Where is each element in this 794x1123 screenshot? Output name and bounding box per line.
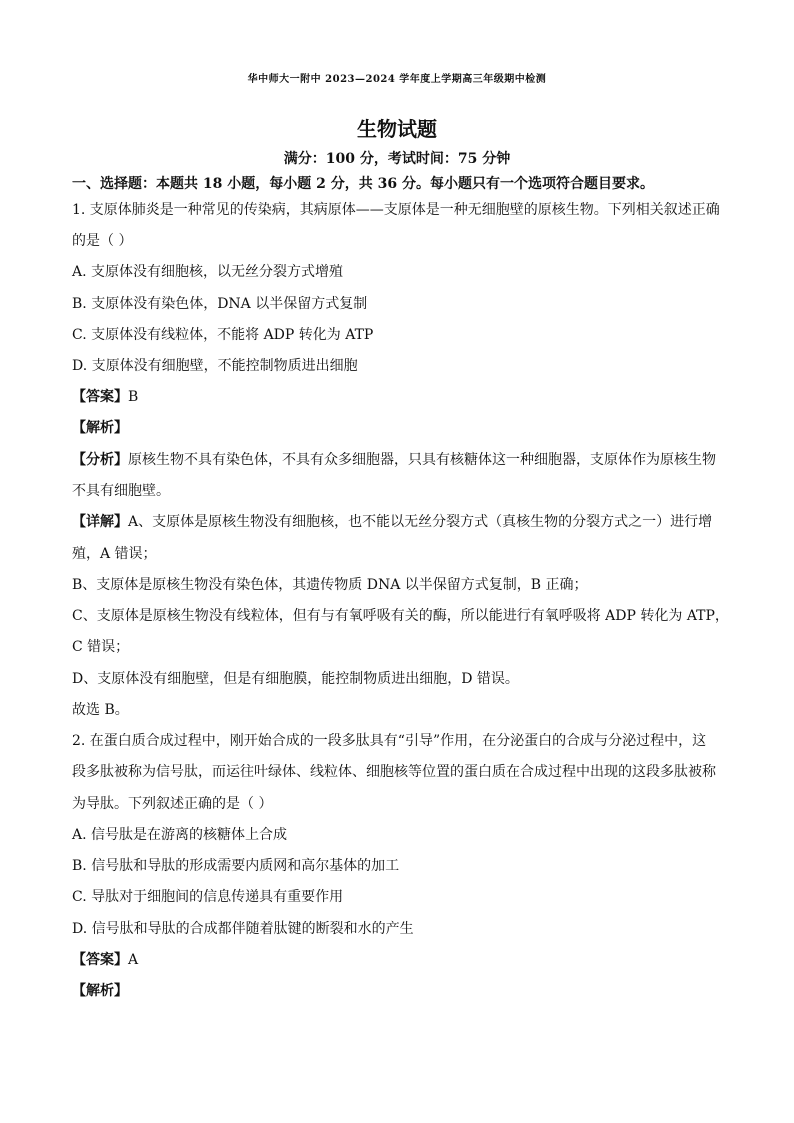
q1-xiangjie-d: D、支原体没有细胞壁，但是有细胞膜，能控制物质进出细胞，D 错误。 (72, 671, 519, 687)
q2-answer-value: A (128, 952, 139, 968)
q1-fenxi-line1 (72, 451, 716, 469)
q1-xiangjie-tag: 【详解】 (72, 514, 128, 530)
q1-xiangjie-c-line2: C 错误； (72, 639, 130, 655)
q2-answer-tag: 【答案】 (72, 952, 128, 968)
q1-answer-tag: 【答案】 (72, 389, 128, 405)
q2-stem-line2: 段多肽被称为信号肽，而运往叶绿体、线粒体、细胞核等位置的蛋白质在合成过程中出现的这段多肽被称 (72, 764, 716, 780)
q1-answer-value: B (128, 389, 139, 405)
q2-analysis-tag: 【解析】 (72, 983, 128, 999)
exam-title: 华中师大一附中 2023—2024 学年度上学期高三年级期中检测 (247, 74, 547, 85)
q2-option-b: B. 信号肽和导肽的形成需要内质网和高尔基体的加工 (72, 858, 400, 874)
q2-option-d: D. 信号肽和导肽的合成都伴随着肽键的断裂和水的产生 (72, 921, 414, 937)
q1-option-a: A. 支原体没有细胞核，以无丝分裂方式增殖 (72, 264, 344, 280)
exam-subject: 生物试题 (357, 117, 437, 141)
q1-conclusion: 故选 B。 (72, 702, 129, 718)
q2-option-c: C. 导肽对于细胞间的信息传递具有重要作用 (72, 889, 344, 905)
q1-option-b: B. 支原体没有染色体，DNA 以半保留方式复制 (72, 296, 368, 312)
q1-xiangjie-b: B、支原体是原核生物没有染色体，其遗传物质 DNA 以半保留方式复制，B 正确； (72, 577, 588, 593)
q1-stem-line1: 1. 支原体肺炎是一种常见的传染病，其病原体——支原体是一种无细胞壁的原核生物。下列相关叙述正确 (72, 202, 720, 218)
q2-stem-line3: 为导肽。下列叙述正确的是（ ） (72, 796, 273, 812)
q1-answer (72, 388, 138, 406)
q1-option-d: D. 支原体没有细胞壁，不能控制物质进出细胞 (72, 358, 358, 374)
q1-fenxi-line2: 不具有细胞壁。 (72, 483, 170, 499)
q1-xiangjie-c-line1: C、支原体是原核生物没有线粒体，但有与有氧呼吸有关的酶，所以能进行有氧呼吸将 ADP 转化为 ATP， (72, 608, 729, 624)
q1-option-c: C. 支原体没有线粒体，不能将 ADP 转化为 ATP (72, 327, 374, 343)
q1-xiangjie-line1 (72, 513, 712, 531)
q2-answer (72, 951, 138, 969)
q2-stem-line1: 2. 在蛋白质合成过程中，刚开始合成的一段多肽具有“引导”作用，在分泌蛋白的合成与分泌过程中，这 (72, 733, 707, 749)
section-heading: 一、选择题：本题共 18 小题，每小题 2 分，共 36 分。每小题只有一个选项符合题目要求。 (72, 176, 654, 192)
q1-stem-line2: 的是（ ） (72, 233, 133, 249)
q1-xiangjie-a-text: A、支原体是原核生物没有细胞核，也不能以无丝分裂方式（真核生物的分裂方式之一）进行增 (128, 514, 713, 530)
q1-analysis-tag: 【解析】 (72, 420, 128, 436)
q1-fenxi-tag: 【分析】 (72, 452, 128, 468)
exam-meta: 满分：100 分，考试时间：75 分钟 (283, 151, 511, 167)
q1-fenxi-text: 原核生物不具有染色体，不具有众多细胞器，只具有核糖体这一种细胞器，支原体作为原核生物 (128, 452, 716, 468)
q1-xiangjie-a-line2: 殖，A 错误； (72, 546, 157, 562)
q2-option-a: A. 信号肽是在游离的核糖体上合成 (72, 827, 288, 843)
